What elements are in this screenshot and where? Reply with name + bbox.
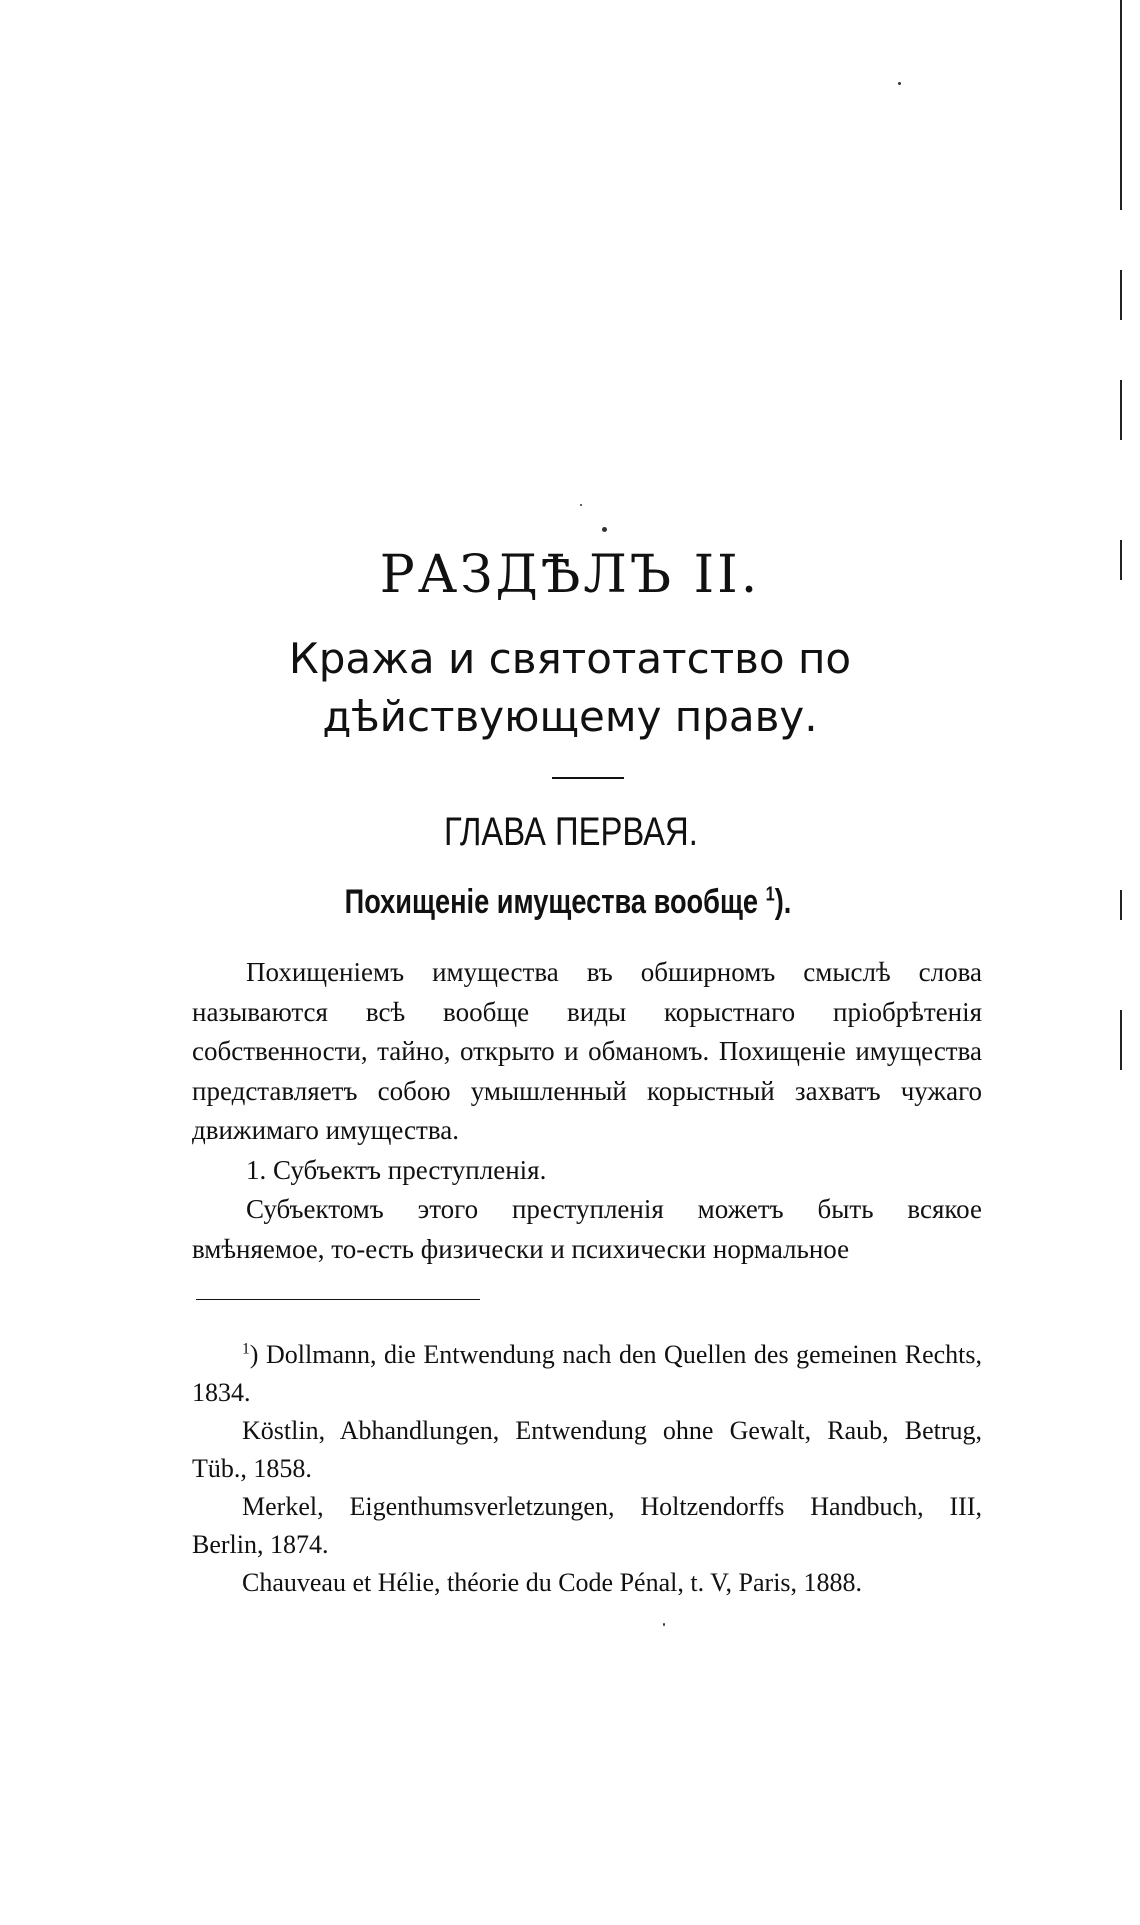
- footnote-divider: [196, 1299, 480, 1300]
- scan-edge-line: [1120, 270, 1122, 320]
- body-paragraph: Похищеніемъ имущества въ обширномъ смыслѣ слова называются всѣ вообще виды корыстнаго пріобрѣтенія собственности, тайно, открыто и обманомъ. Похищеніе имущества представляетъ собою умышленный корыстный захватъ чужаго движимаго имущества.: [192, 957, 982, 1145]
- chapter-subtitle-text: Похищеніе имущества вообще: [344, 883, 759, 921]
- footnote-mark-close: ): [249, 1340, 259, 1369]
- numbered-heading: 1. Субъектъ преступленія.: [246, 1154, 547, 1185]
- scan-edge-line: [1120, 890, 1122, 920]
- chapter-subtitle-end: ).: [774, 883, 792, 921]
- scan-speck: [602, 527, 607, 532]
- section-subtitle-line-2: дѣйствующему праву.: [322, 692, 818, 741]
- scan-edge-line: [1120, 1010, 1122, 1070]
- body-paragraph: Субъектомъ этого преступленія можетъ быть всякое вмѣняемое, то-есть физически и психически нормальное: [192, 1194, 982, 1264]
- chapter-title: ГЛАВА ПЕРВАЯ.: [443, 810, 698, 854]
- footnote-item: Chauveau et Hélie, théorie du Code Pénal, t. V, Paris, 1888.: [242, 1568, 863, 1597]
- footnote-mark: 1: [242, 1340, 250, 1358]
- footnote-item: [192, 1336, 982, 1412]
- section-title: РАЗДѢЛЪ II.: [379, 545, 761, 605]
- footnote-text: Dollmann, die Entwendung nach den Quellen des gemeinen Rechts, 1834.: [192, 1340, 982, 1407]
- section-subtitle: [0, 630, 1140, 746]
- body-text: [192, 953, 982, 1269]
- chapter-subtitle: [112, 880, 1024, 924]
- section-subtitle-line-1: Кража и святотатство по: [288, 634, 852, 683]
- footnotes: [192, 1336, 982, 1602]
- divider-rule: [552, 777, 624, 779]
- footnote-item: Merkel, Eigenthumsverletzungen, Holtzendorffs Handbuch, III, Berlin, 1874.: [192, 1492, 982, 1559]
- scan-edge-line: [1120, 380, 1122, 440]
- scan-speck: [580, 504, 582, 506]
- scan-speck: [898, 82, 901, 85]
- footnote-item: Köstlin, Abhandlungen, Entwendung ohne Gewalt, Raub, Betrug, Tüb., 1858.: [192, 1416, 982, 1483]
- footnote-reference: 1: [765, 883, 775, 906]
- scan-speck: [663, 1623, 665, 1626]
- scan-edge-line: [1120, 0, 1122, 210]
